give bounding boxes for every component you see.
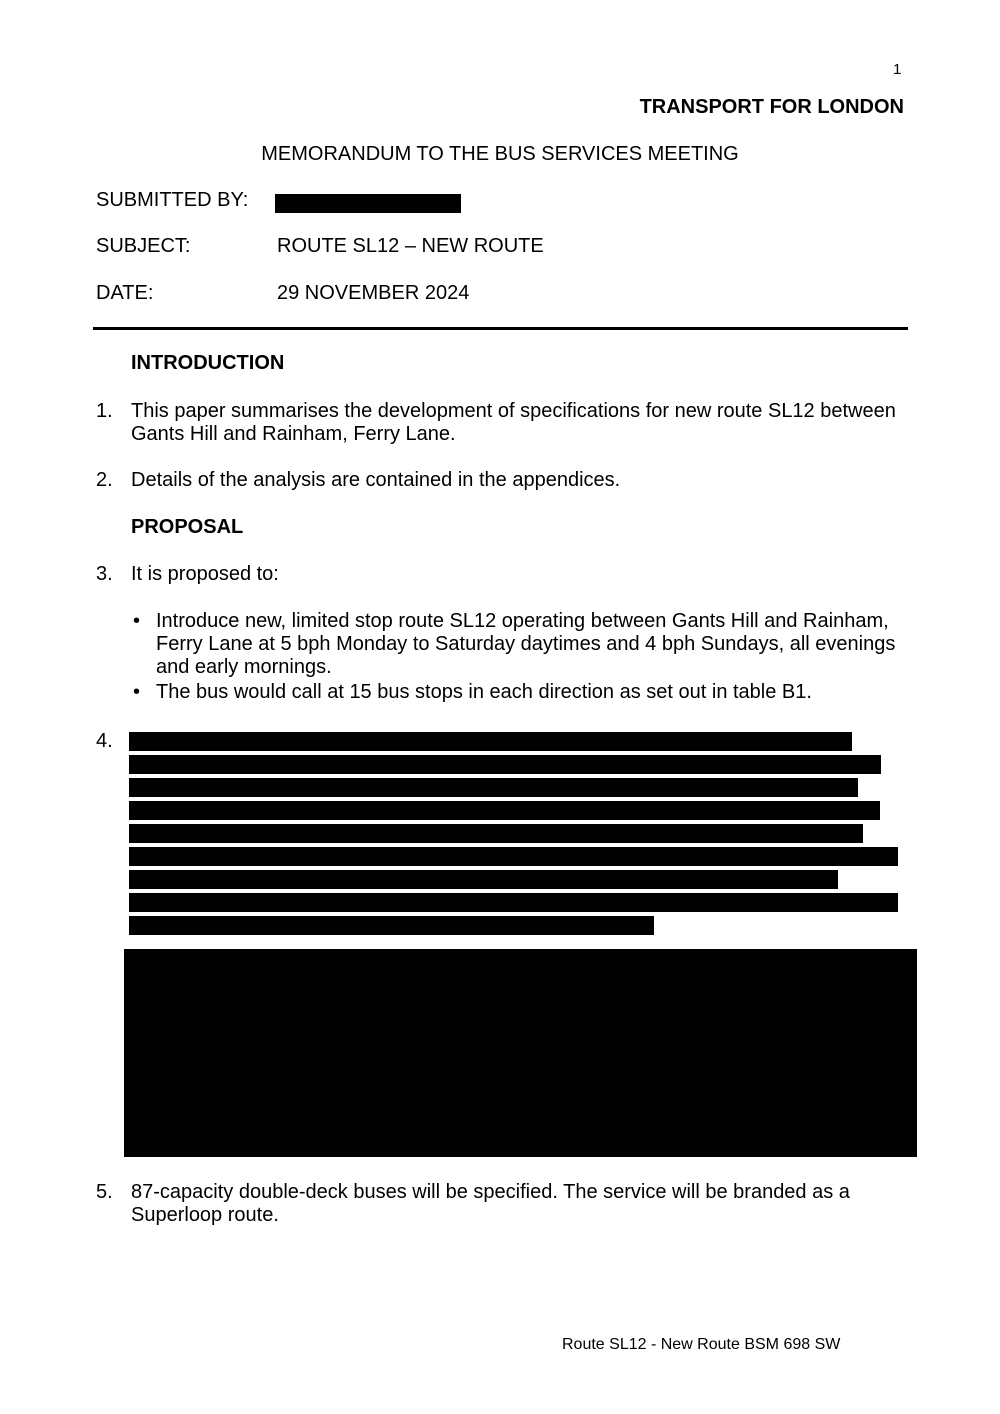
paragraph-1-number: 1. (96, 400, 113, 422)
redaction-line (129, 824, 863, 843)
redaction-line (129, 847, 898, 866)
paragraph-5-line-1: 87-capacity double-deck buses will be specified. The service will be branded as a (131, 1181, 850, 1203)
organisation-title: TRANSPORT FOR LONDON (639, 96, 904, 118)
bullet-1-line-3: and early mornings. (156, 656, 332, 678)
paragraph-2-number: 2. (96, 469, 113, 491)
paragraph-5-line-2: Superloop route. (131, 1204, 279, 1226)
bullet-2-text: The bus would call at 15 bus stops in each direction as set out in table B1. (156, 681, 812, 703)
paragraph-3-number: 3. (96, 563, 113, 585)
paragraph-4-number: 4. (96, 730, 113, 752)
memo-title: MEMORANDUM TO THE BUS SERVICES MEETING (261, 143, 739, 165)
page-number: 1 (893, 61, 902, 78)
bullet-1-line-2: Ferry Lane at 5 bph Monday to Saturday daytimes and 4 bph Sundays, all evenings (156, 633, 896, 655)
redaction-line (129, 755, 881, 774)
subject-value: ROUTE SL12 – NEW ROUTE (277, 235, 544, 257)
bullet-marker: • (133, 610, 141, 632)
redaction-line (129, 916, 654, 935)
redaction-block (124, 949, 917, 1157)
header-divider (93, 327, 908, 330)
redaction-line (129, 732, 852, 751)
paragraph-5-number: 5. (96, 1181, 113, 1203)
submitted-by-label: SUBMITTED BY: (96, 189, 249, 211)
paragraph-1-line-1: This paper summarises the development of specifications for new route SL12 between (131, 400, 896, 422)
subject-label: SUBJECT: (96, 235, 191, 257)
submitted-by-redaction (275, 194, 461, 213)
paragraph-1-line-2: Gants Hill and Rainham, Ferry Lane. (131, 423, 456, 445)
redaction-line (129, 801, 880, 820)
bullet-1-line-1: Introduce new, limited stop route SL12 operating between Gants Hill and Rainham, (156, 610, 889, 632)
redaction-line (129, 893, 898, 912)
introduction-heading: INTRODUCTION (131, 352, 285, 374)
paragraph-3-text: It is proposed to: (131, 563, 279, 585)
footer-text: Route SL12 - New Route BSM 698 SW (562, 1336, 841, 1353)
date-value: 29 NOVEMBER 2024 (277, 282, 470, 304)
date-label: DATE: (96, 282, 154, 304)
redaction-line (129, 778, 858, 797)
bullet-marker: • (133, 681, 141, 703)
paragraph-2-text: Details of the analysis are contained in the appendices. (131, 469, 621, 491)
redaction-line (129, 870, 838, 889)
proposal-heading: PROPOSAL (131, 516, 244, 538)
